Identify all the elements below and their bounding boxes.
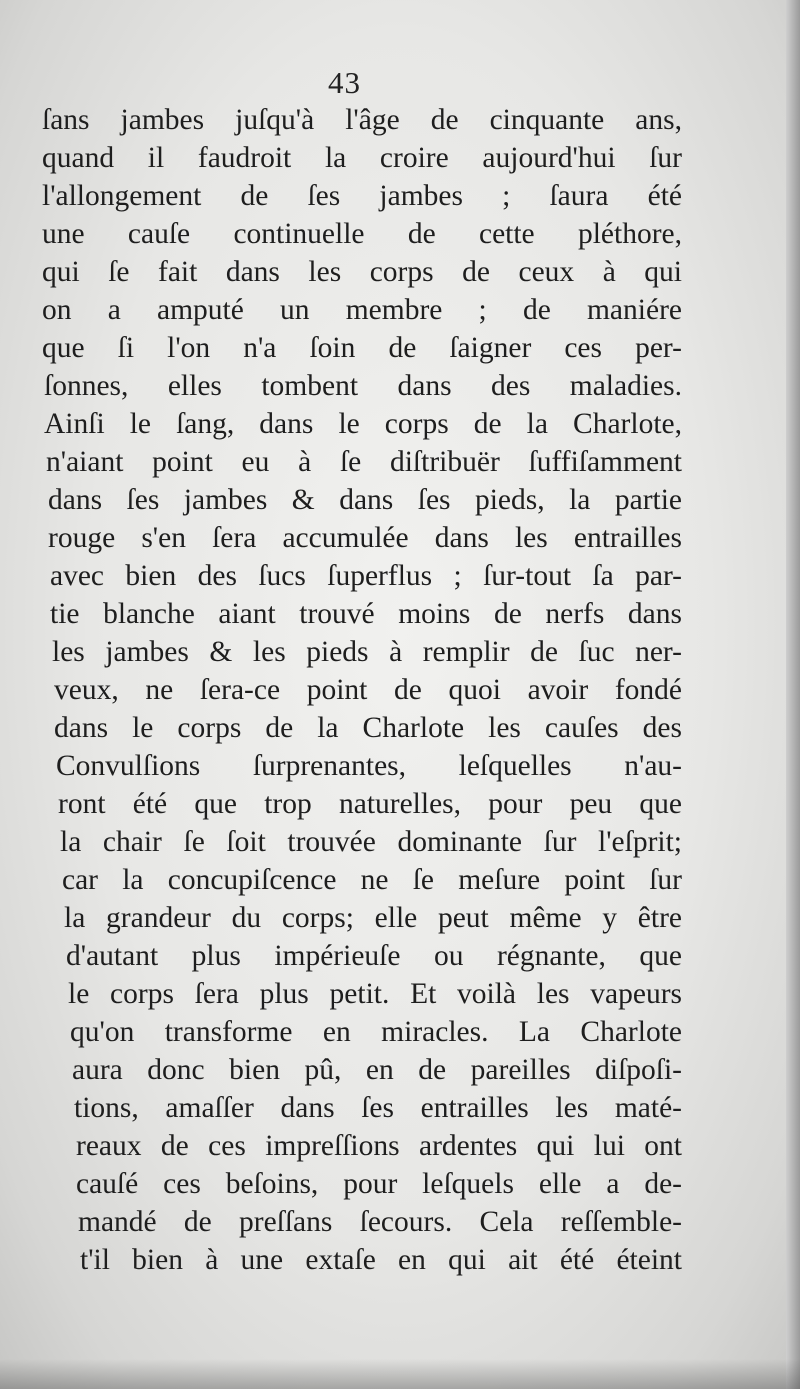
text-line: ſans jambes juſqu'à l'âge de cinquante ans, [42, 104, 682, 136]
body-text [42, 101, 682, 1279]
text-line: les jambes & les pieds à remplir de ſuc ner- [52, 636, 682, 668]
text-line: car la concupiſcence ne ſe meſure point ſur [62, 864, 682, 896]
text-line: rouge s'en ſera accumulée dans les entrailles [48, 522, 682, 554]
page-bottom-shadow [0, 1359, 800, 1389]
text-line: d'autant plus impérieuſe ou régnante, que [66, 940, 682, 972]
text-line: le corps ſera plus petit. Et voilà les vapeurs [68, 978, 682, 1010]
text-line: qui ſe fait dans les corps de ceux à qui [42, 256, 682, 288]
page-edge-shadow [786, 0, 800, 1389]
text-line: l'allongement de ſes jambes ; ſaura été [42, 180, 682, 212]
text-line: qu'on transforme en miracles. La Charlote [70, 1016, 682, 1048]
text-line: tions, amaſſer dans ſes entrailles les maté- [74, 1092, 682, 1124]
text-line: dans le corps de la Charlote les cauſes des [54, 712, 682, 744]
text-line: quand il faudroit la croire aujourd'hui ſur [42, 142, 682, 174]
text-line: n'aiant point eu à ſe diſtribuër ſuffiſamment [46, 446, 682, 478]
text-line: t'il bien à une extaſe en qui ait été éteint [80, 1244, 682, 1276]
text-line: on a amputé un membre ; de maniére [42, 294, 682, 326]
page-number: 43 [328, 65, 361, 100]
text-line: avec bien des ſucs ſuperflus ; ſur-tout ſa par- [50, 560, 682, 592]
text-line: la grandeur du corps; elle peut même y être [64, 902, 682, 934]
text-line: ſonnes, elles tombent dans des maladies. [44, 370, 682, 402]
text-line: Ainſi le ſang, dans le corps de la Charlote, [44, 408, 682, 440]
text-line: ront été que trop naturelles, pour peu que [58, 788, 682, 820]
text-line: tie blanche aiant trouvé moins de nerfs dans [50, 598, 682, 630]
text-line: aura donc bien pû, en de pareilles diſpoſi- [72, 1054, 682, 1086]
text-line: mandé de preſſans ſecours. Cela reſſemble- [78, 1206, 682, 1238]
text-line: la chair ſe ſoit trouvée dominante ſur l'eſprit; [60, 826, 682, 858]
text-line: que ſi l'on n'a ſoin de ſaigner ces per- [42, 332, 682, 364]
text-line: Convulſions ſurprenantes, leſquelles n'au- [56, 750, 682, 782]
text-line: une cauſe continuelle de cette pléthore, [42, 218, 682, 250]
text-line: reaux de ces impreſſions ardentes qui lui ont [76, 1130, 682, 1162]
text-line: dans ſes jambes & dans ſes pieds, la partie [48, 484, 682, 516]
text-line: veux, ne ſera-ce point de quoi avoir fondé [54, 674, 682, 706]
text-line: cauſé ces beſoins, pour leſquels elle a de- [76, 1168, 682, 1200]
